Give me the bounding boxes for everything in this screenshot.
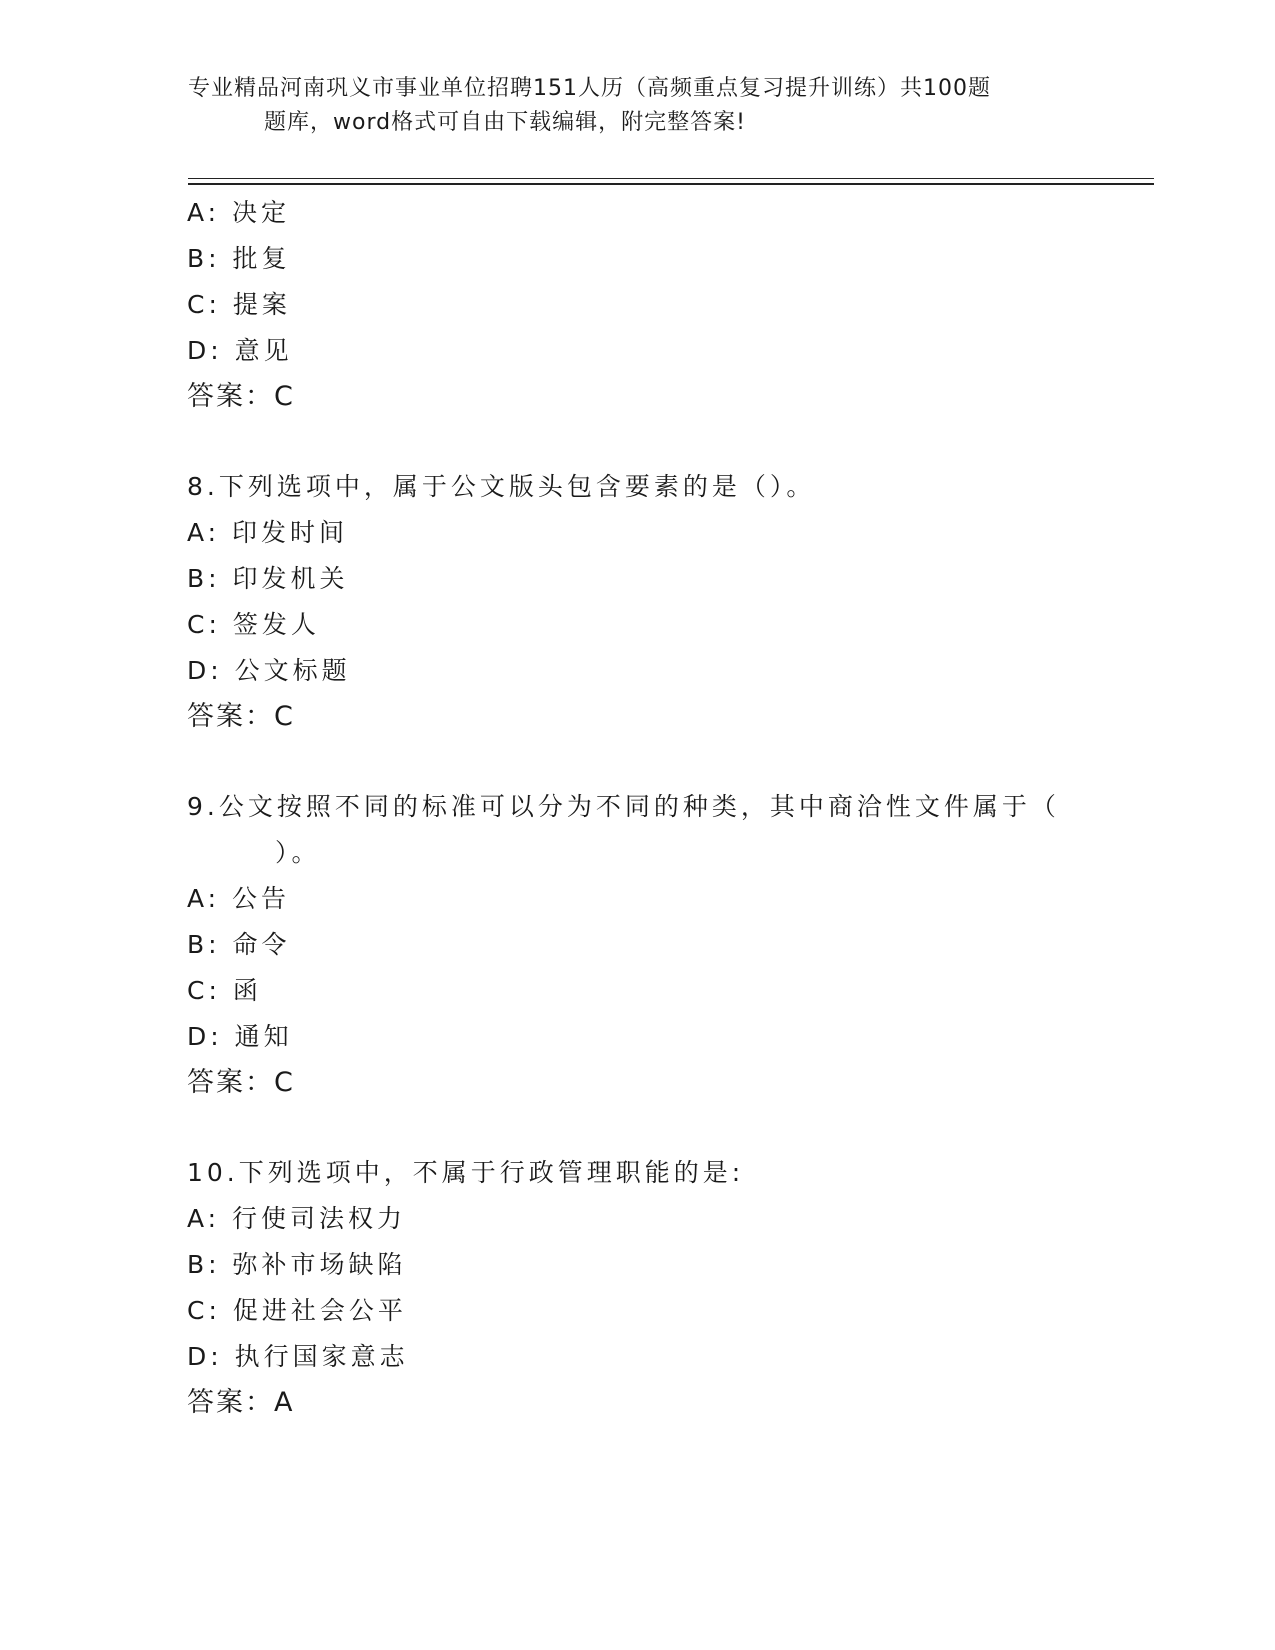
option-b: B: 命令 (187, 930, 291, 959)
question-text-continued: ）。 (275, 838, 321, 867)
header-title-line2: 题库，word格式可自由下载编辑，附完整答案! (264, 110, 746, 135)
answer-line: 答案：A (187, 1387, 295, 1418)
option-c: C: 提案 (187, 290, 291, 319)
answer-line: 答案：C (187, 701, 295, 732)
option-a: A: 决定 (187, 198, 291, 227)
option-b: B: 印发机关 (187, 564, 349, 593)
option-d: D: 意见 (187, 336, 293, 365)
option-d: D: 执行国家意志 (187, 1342, 409, 1371)
option-c: C: 签发人 (187, 610, 320, 639)
option-c: C: 促进社会公平 (187, 1296, 407, 1325)
spacer (187, 1106, 1087, 1150)
answer-line: 答案：C (187, 381, 295, 412)
option-c: C: 函 (187, 976, 262, 1005)
option-d: D: 公文标题 (187, 656, 351, 685)
header-title-line1: 专业精品河南巩义市事业单位招聘151人历（高频重点复习提升训练）共100题 (188, 76, 991, 101)
question-block-9 (187, 784, 1087, 1106)
spacer (187, 420, 1087, 464)
question-block-8 (187, 464, 1087, 740)
question-text: 9.公文按照不同的标准可以分为不同的种类，其中商洽性文件属于（ (187, 792, 1060, 821)
option-a: A: 公告 (187, 884, 291, 913)
question-text: 8.下列选项中，属于公文版头包含要素的是（）。 (187, 472, 816, 501)
answer-line: 答案：C (187, 1067, 295, 1098)
option-b: B: 批复 (187, 244, 291, 273)
option-b: B: 弥补市场缺陷 (187, 1250, 407, 1279)
header-divider-thick (188, 183, 1154, 185)
question-block-10 (187, 1150, 1087, 1426)
question-text: 10.下列选项中，不属于行政管理职能的是: (187, 1158, 745, 1187)
document-header (188, 72, 1068, 140)
header-divider-thin (188, 178, 1154, 179)
option-a: A: 印发时间 (187, 518, 349, 547)
option-a: A: 行使司法权力 (187, 1204, 407, 1233)
spacer (187, 740, 1087, 784)
option-d: D: 通知 (187, 1022, 293, 1051)
question-list (187, 190, 1087, 1426)
question-block-7 (187, 190, 1087, 420)
